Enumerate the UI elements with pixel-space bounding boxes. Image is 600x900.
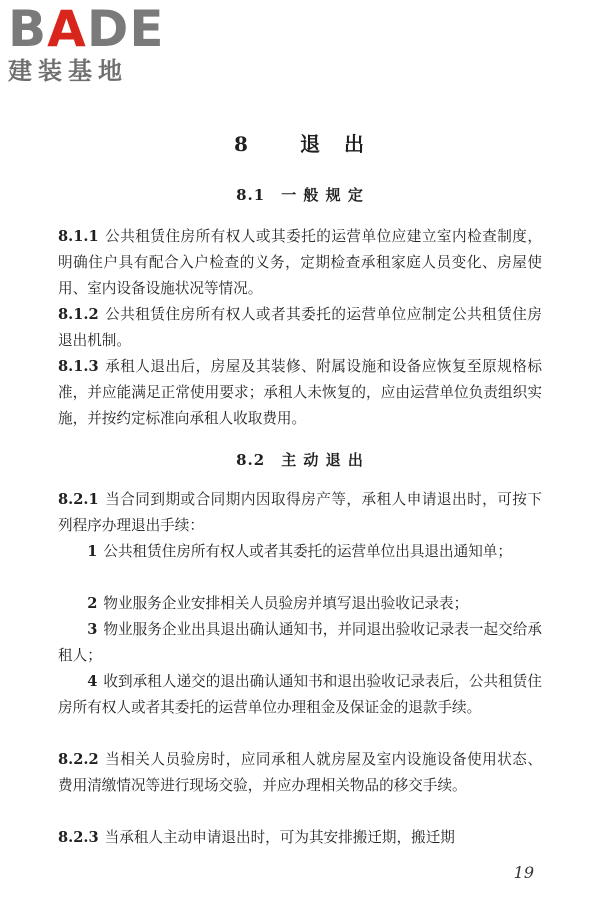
clause-8-1-1 bbox=[58, 224, 542, 302]
clause-text: 当承租人主动申请退出时，可为其安排搬迁期，搬迁期 bbox=[104, 829, 455, 846]
step-1 bbox=[58, 539, 542, 565]
step-text: 物业服务企业出具退出确认通知书，并同退出验收记录表一起交给承租人； bbox=[58, 621, 542, 664]
step-text: 物业服务企业安排相关人员验房并填写退出验收记录表； bbox=[103, 595, 469, 612]
section-heading-8-2: 8.2 主 动 退 出 bbox=[236, 451, 364, 469]
chapter-name: 退 出 bbox=[299, 132, 366, 156]
clause-number: 8.1.1 bbox=[58, 228, 99, 245]
clause-text: 当合同到期或合同期内因取得房产等，承租人申请退出时，可按下列程序办理退出手续： bbox=[58, 491, 542, 534]
logo-wordmark: BADE bbox=[8, 0, 165, 58]
chapter-number: 8 bbox=[234, 132, 250, 156]
step-text: 公共租赁住房所有权人或者其委托的运营单位出具退出通知单； bbox=[103, 543, 512, 560]
clause-number: 8.1.3 bbox=[58, 358, 99, 375]
clause-number: 8.1.2 bbox=[58, 306, 99, 323]
clause-8-2-1 bbox=[58, 487, 542, 539]
clause-number: 8.2.3 bbox=[58, 829, 99, 846]
step-2 bbox=[58, 591, 542, 617]
section-heading-8-1: 8.1 一 般 规 定 bbox=[236, 186, 364, 204]
step-number: 4 bbox=[87, 673, 98, 690]
clause-number: 8.2.2 bbox=[58, 751, 99, 768]
step-number: 3 bbox=[87, 621, 98, 638]
step-number: 2 bbox=[87, 595, 98, 612]
clause-8-2-2 bbox=[58, 747, 542, 799]
clause-8-1-3 bbox=[58, 354, 542, 432]
brand-logo bbox=[8, 0, 178, 90]
clause-8-1-2 bbox=[58, 302, 542, 354]
logo-subtitle: 建装基地 bbox=[8, 57, 128, 85]
clause-8-2-3 bbox=[58, 825, 542, 851]
clause-text: 承租人退出后，房屋及其装修、附属设施和设备应恢复至原规格标准，并应能满足正常使用要求；承租人未恢复的，应由运营单位负责组织实施，并按约定标准向承租人收取费用。 bbox=[58, 358, 542, 427]
clause-text: 公共租赁住房所有权人或其委托的运营单位应建立室内检查制度，明确住户具有配合入户检查的义务，定期检查承租家庭人员变化、房屋使用、室内设备设施状况等情况。 bbox=[58, 228, 542, 297]
step-3 bbox=[58, 617, 542, 669]
step-number: 1 bbox=[87, 543, 98, 560]
clause-number: 8.2.1 bbox=[58, 491, 99, 508]
step-4 bbox=[58, 669, 542, 721]
chapter-title bbox=[0, 128, 600, 157]
step-text: 收到承租人递交的退出确认通知书和退出验收记录表后，公共租赁住房所有权人或者其委托的运营单位办理租金及保证金的退款手续。 bbox=[58, 673, 542, 716]
clause-text: 当相关人员验房时，应同承租人就房屋及室内设施设备使用状态、费用清缴情况等进行现场交验，并应办理相关物品的移交手续。 bbox=[58, 751, 542, 794]
clause-text: 公共租赁住房所有权人或者其委托的运营单位应制定公共租赁住房退出机制。 bbox=[58, 306, 542, 349]
page-number: 19 bbox=[513, 863, 534, 882]
